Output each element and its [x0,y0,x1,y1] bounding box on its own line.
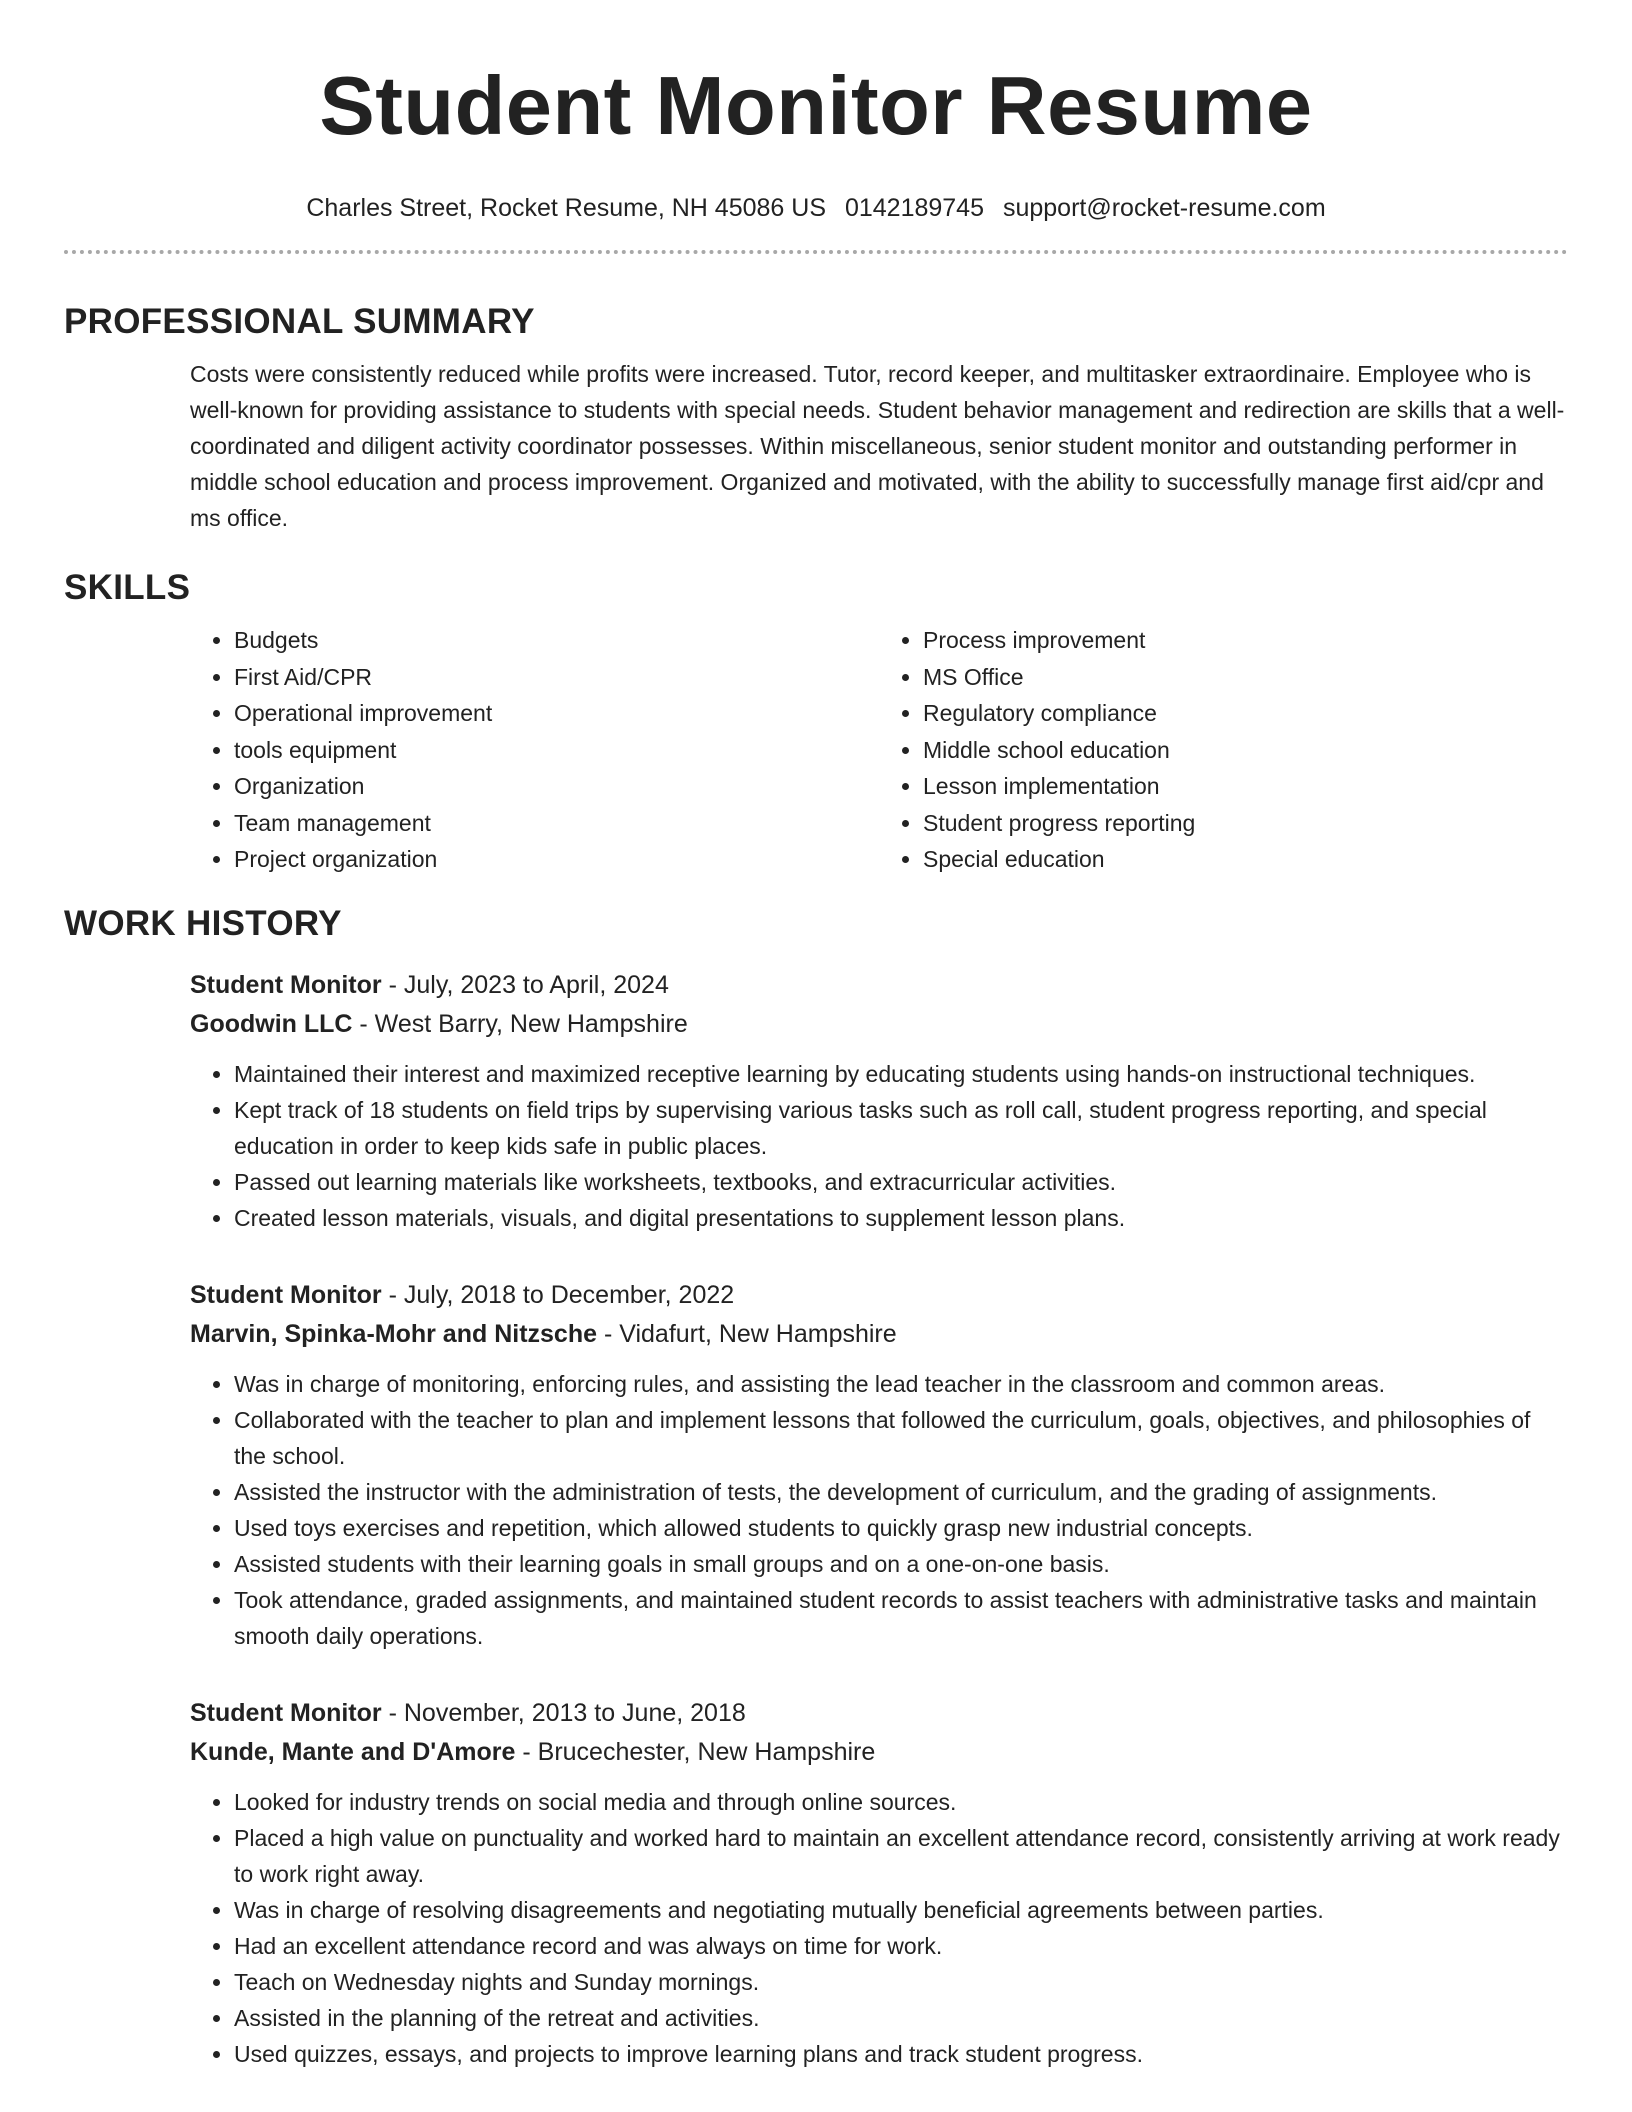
job-company-line [190,1733,1568,1772]
job-bullet: • Placed a high value on punctuality and worked hard to maintain an excellent attendance record, consistently arriving at work ready to work right away. [234,1820,1568,1892]
skills-column-right [879,622,1568,878]
skill-item: • tools equipment [234,732,879,769]
skill-item: • Organization [234,768,879,805]
skills-column-left [190,622,879,878]
contact-address: Charles Street, Rocket Resume, NH 45086 US [306,194,826,222]
skill-item: • Project organization [234,841,879,878]
job-bullet: • Created lesson materials, visuals, and digital presentations to supplement lesson plans. [234,1200,1568,1236]
job-bullet-list [190,1784,1568,2072]
contact-phone: 0142189745 [844,194,984,222]
work-history-section [64,900,1568,2072]
skills-section [64,564,1568,878]
job-bullet: • Was in charge of monitoring, enforcing rules, and assisting the lead teacher in the classroom and common areas. [234,1366,1568,1402]
job-bullet: • Took attendance, graded assignments, and maintained student records to assist teachers with administrative tasks and maintain smooth daily operations. [234,1582,1568,1654]
summary-heading: PROFESSIONAL SUMMARY [64,302,535,341]
skills-grid [190,622,1568,878]
job-bullet: • Assisted the instructor with the administration of tests, the development of curriculum, and the grading of assignments. [234,1474,1568,1510]
job-location: - Brucechester, New Hampshire [515,1737,876,1766]
job-title: Student Monitor [190,1280,382,1309]
summary-text: Costs were consistently reduced while profits were increased. Tutor, record keeper, and multitasker extraordinaire. Employee who is well-known for providing assistance to students with special needs. Student behavior management and redirection are skills that a well-coordinated and diligent activity coordinator possesses. Within miscellaneous, senior student monitor and outstanding performer in middle school education and process improvement. Organized and motivated, with the ability to successfully manage first aid/cpr and ms office. [190,361,1565,531]
header-divider [64,250,1568,254]
skill-item: • MS Office [923,659,1568,696]
resume-title: Student Monitor Resume [319,59,1313,152]
job-location: - West Barry, New Hampshire [352,1009,688,1038]
contact-email: support@rocket-resume.com [1002,194,1326,222]
job-bullet: • Collaborated with the teacher to plan and implement lessons that followed the curriculum, goals, objectives, and philosophies of the school. [234,1402,1568,1474]
resume-content [64,298,1568,2072]
job-entry [190,1276,1568,1654]
job-title: Student Monitor [190,970,382,999]
job-bullet: • Kept track of 18 students on field trips by supervising various tasks such as roll call, student progress reporting, and special education in order to keep kids safe in public places. [234,1092,1568,1164]
job-entry [190,1694,1568,2072]
job-title-line [190,1694,1568,1733]
resume-header [0,0,1632,224]
skill-item: • Operational improvement [234,695,879,732]
job-bullet-list [190,1366,1568,1654]
work-history-heading: WORK HISTORY [64,903,342,943]
contact-line [0,192,1632,224]
job-bullet: • Assisted in the planning of the retreat and activities. [234,2000,1568,2036]
skill-item: • Lesson implementation [923,768,1568,805]
job-bullet: • Used quizzes, essays, and projects to improve learning plans and track student progress. [234,2036,1568,2072]
skill-item: • Team management [234,805,879,842]
skill-item: • Regulatory compliance [923,695,1568,732]
job-bullet: • Used toys exercises and repetition, which allowed students to quickly grasp new industrial concepts. [234,1510,1568,1546]
job-company-line [190,1315,1568,1354]
job-title-line [190,966,1568,1005]
skills-heading: SKILLS [64,568,191,607]
job-bullet-list [190,1056,1568,1236]
job-bullet: • Maintained their interest and maximized receptive learning by educating students using hands-on instructional techniques. [234,1056,1568,1092]
skill-item: • Process improvement [923,622,1568,659]
skill-item: • Budgets [234,622,879,659]
job-dates: - July, 2023 to April, 2024 [381,970,669,999]
job-dates: - November, 2013 to June, 2018 [381,1698,746,1727]
job-title: Student Monitor [190,1698,382,1727]
summary-section [64,298,1568,536]
job-title-line [190,1276,1568,1315]
job-dates: - July, 2018 to December, 2022 [381,1280,735,1309]
job-bullet: • Passed out learning materials like worksheets, textbooks, and extracurricular activities. [234,1164,1568,1200]
skill-item: • Special education [923,841,1568,878]
job-entry [190,966,1568,1236]
skill-item: • Middle school education [923,732,1568,769]
skill-item: • First Aid/CPR [234,659,879,696]
job-bullet: • Assisted students with their learning goals in small groups and on a one-on-one basis. [234,1546,1568,1582]
job-bullet: • Had an excellent attendance record and was always on time for work. [234,1928,1568,1964]
job-bullet: • Looked for industry trends on social media and through online sources. [234,1784,1568,1820]
job-company: Kunde, Mante and D'Amore [190,1737,516,1766]
job-location: - Vidafurt, New Hampshire [597,1319,897,1348]
skill-item: • Student progress reporting [923,805,1568,842]
job-company-line [190,1005,1568,1044]
job-bullet: • Teach on Wednesday nights and Sunday mornings. [234,1964,1568,2000]
job-bullet: • Was in charge of resolving disagreements and negotiating mutually beneficial agreements between parties. [234,1892,1568,1928]
job-company: Marvin, Spinka-Mohr and Nitzsche [190,1319,598,1348]
job-company: Goodwin LLC [190,1009,353,1038]
